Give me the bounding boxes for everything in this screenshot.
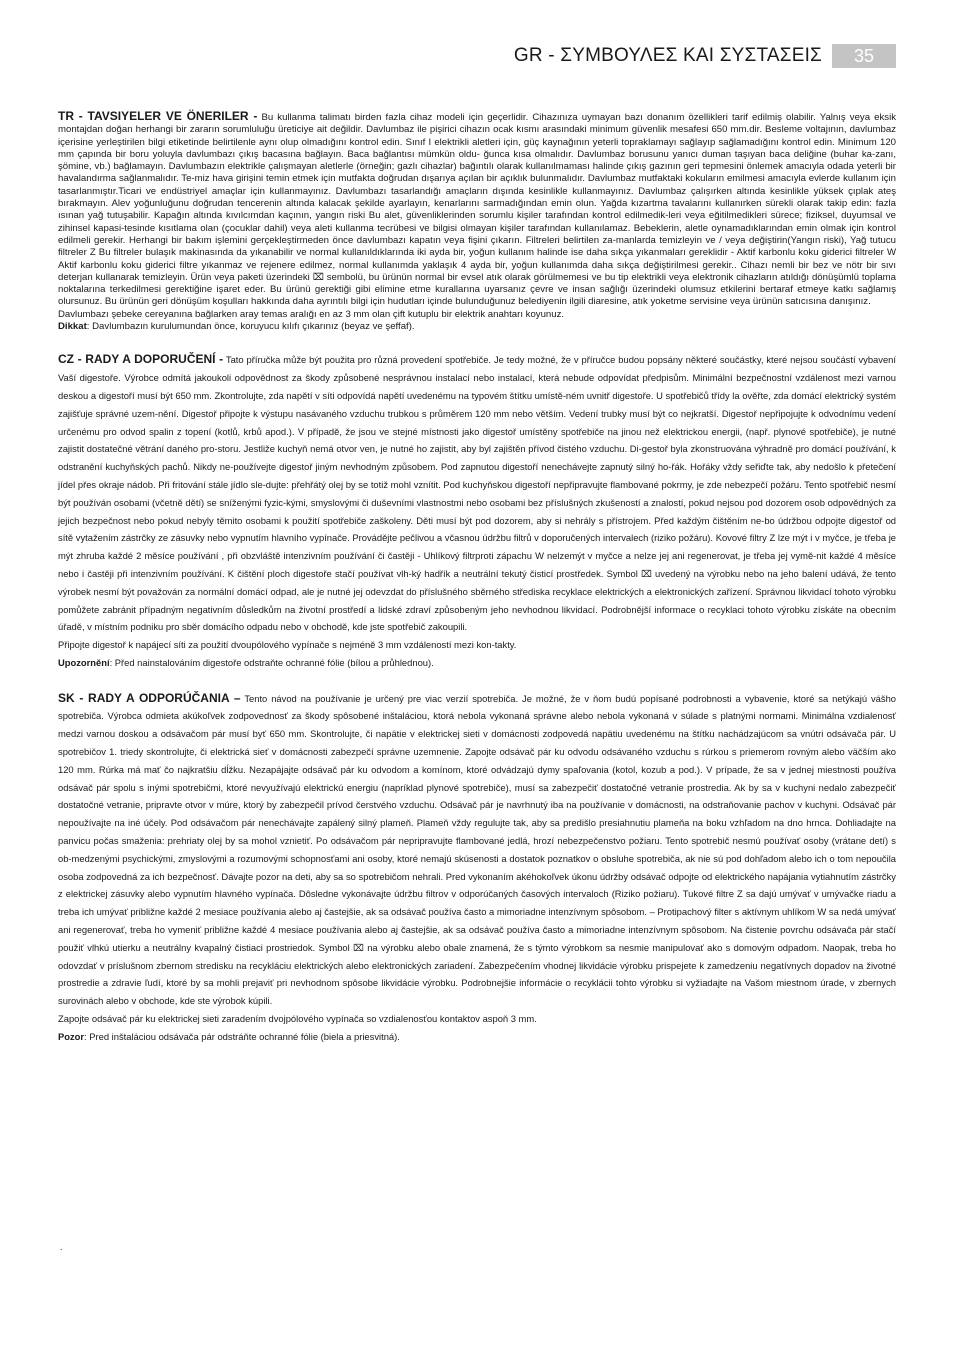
tr-warning-label: Dikkat (58, 321, 87, 333)
tr-warning-text: : Davlumbazın kurulumundan önce, koruyucu kılıfı çıkarınız (beyaz ve şeffaf). (86, 321, 415, 333)
cz-warning (58, 654, 896, 672)
document-body (58, 110, 896, 1046)
tr-paragraph (58, 110, 896, 309)
sk-heading: SK - RADY A ODPORÚČANIA – (58, 690, 241, 705)
trailing-mark: . (60, 1242, 63, 1252)
sk-warning (58, 1028, 896, 1046)
cz-warning-label: Upozornění (58, 656, 110, 668)
tr-body: Bu kullanma talimatı birden fazla cihaz modeli için geçerlidir. Cihazınıza uymayan bazı donanım özellikleri tarif edilmiş olabilir. Yalnış veya eksik montajdan doğan herhangi bir zararın sorumluluğu üreticiye ait değildir. Davlumbaz ile pişirici cihazın ocak kısmı arasındaki minimum güvenlik mesafesi 650 mm.dir. Besleme voltajının, davlumbaz içerisine yerleştirilen bilgi etiketinde belirtilenle aynı olup olmadığını kontrol edin. Sınıf I elektrikli aletleri için, güç kaynağının yeterli topraklamayı sağlayıp sağlamadığını kontrol edin. Minimum 120 mm çapında bir boru yoluyla davlumbazı çıkış bacasına bağlayın. Baca bağlantısı mümkün oldu- ğunca kısa olmalıdır. Davlumbaz borusunu yanıcı duman taşıyan baca deliğine (buhar ka-zanı, şömine, vb.) bağlamayın. Davlumbazın elektrikle çalışmayan aletlerle (örneğin; gazlı cihazlar) bağıntılı olarak kullanılmaması halinde çıkış gazının geri tepmesini önlemek amacıyla odada yeterli bir havalandırma sağlanmalıdır. Te-miz hava girişini temin etmek için mutfakta doğrudan dışarıya açılan bir açıklık bulunmalıdır. Davlumbaz mutfaktaki kokuların emilmesi amacıyla evlerde kullanım için tasarlanmıştır.Ticari ve endüstriyel amaçlar için kullanmayınız. Davlumbazı tasarlandığı amaçların dışında kesinlikle kullanmayınız. Davlumbaz çalışırken altında kesinlikle yüksek çıplak ateş bırakmayın. Alev yoğunluğunu doğrudan tencerenin altında kalacak şekilde ayarlayın, kenarlarını sarmadığından emin olun. Yağda kızartma tavalarını kullanırken sürekli olarak takip edin: fazla ısınan yağ tutuşabilir. Kapağın altında kıvılcımdan kaçının, yangın riski Bu alet, güvenliklerinden sorumlu kişiler tarafından kontrol edilmedik-leri veya eğitilmedikleri sürece; fiziksel, duyumsal ve zihinsel kapasi-tesinde kısıtlama olan (çocuklar dahil) veya aleti kullanma tecrübesi ve bilgisi olmayan kişiler tarafından kullanılamaz. Bebeklerin, aletle oynamadıklarından emin olmak için kontrol edilmeli gerekir. Herhangi bir bakım işlemini gerçekleştirmeden önce davlumbazı kapatın veya fişini çıkarın. Filtreleri belirtilen za-manlarda temizleyin ve / veya değiştirin(Yangın riski), Yağ tutucu filtreler Z Bu filtreler bulaşık makinasında da yıkanabilir ve normal kullanıldıklarında iki ayda bir, yoğun kullanım halinde ise daha sıkça yıkanmaları gereklidir - Aktif karbonlu koku giderici filtreler W Aktif karbonlu koku giderici filtre yıkanmaz ve rejenere edilmez, normal kullanımda yaklaşık 4 ayda bir, yoğun kullanımda daha sıkça değiştirilmesi gerekir.. Cihazı nemli bir bez ve nötr bir sıvı deterjan kullanarak temizleyin. Ürün veya paketi üzerindeki ⌧ sembolü, bu ürünün normal bir evsel atık olarak görülmemesi ve bu tip elektrikli veya elektronik cihazların atıldığı dönüşümlü toplama noktalarına terkedilmesi gerektiğine işaret eder. Bu ürünü gerektiği gibi elimine etme kurallarına uyarsanız çevre ve insan sağlığı üzerindeki olumsuz etkilerini bertaraf etmeye katkı sağlamış olursunuz. Bu ürünün geri dönüşüm koşulları hakkında daha ayrıntılı bilgi için hudutları içinde bulunduğunuz belediyenin ilgili diaresine, atık yoketme servisine veya ürünün satıcısına danışınız. (58, 112, 897, 308)
tr-power-note: Davlumbazı şebeke cereyanına bağlarken aray temas aralığı en az 3 mm olan çift kutuplu bir elektrik anahtarı koyunuz. (58, 308, 565, 320)
page-number: 35 (832, 44, 896, 68)
section-cz (58, 351, 896, 671)
tr-heading: TR - TAVSIYELER VE ÖNERILER - (58, 109, 258, 123)
cz-body: Tato příručka může být použita pro různá provedení spotřebiče. Je tedy možné, že v příručce budou popsány některé součástky, které nejsou součástí vybavení Vaší digestoře. Výrobce odmítá jakoukoli odpovědnost za škody způsobené nesprávnou instalací nebo instalací, která nebude odpovídat předpisům. Minimální bezpečnostní vzdálenost mezi varnou deskou a digestoří musí být 650 mm. Zkontrolujte, zda napětí v síti odpovídá napětí uvedenému na typovém štítku umístě-ném uvnitř digestoře. U spotřebičů třídy la ověřte, zda domácí elektrický systém zajišťuje správné uzem-nění. Digestoř připojte k výstupu nasávaného vzduchu trubkou s průměrem 120 mm nebo větším. Vedení trubky musí být co nejkratší. Digestoř nepřipojujte k odvodnímu vedení určenému pro odvod spalin z topení (kotlů, krbů apod.). V případě, že jsou ve stejné místnosti jako digestoř umístěny spotřebiče na jinou než elektrickou energii, (např. plynové spotřebiče), je nutné zajistit dostatečné větrání daného pro-storu. Jestliže kuchyň nemá otvor ven, je nutné ho zajistit, aby byl zajištěn přívod čistého vzduchu. Di-gestoř byla zkonstruována výhradně pro domácí používání, k odstranění kuchyňských pachů. Nikdy ne-používejte digestoř jiným nevhodným způsobem. Pod zapnutou digestoří nenechávejte zapnutý silný ho-řák. Hořáky vždy seřiďte tak, aby nedošlo k přetečení jídel přes okraje nádob. Při fritování stále jídlo sle-dujte: přehřátý olej by se totiž mohl vznítit. Pod kuchyňskou digestoří nepřipravujte flambované pokrmy, je zde nebezpečí požáru. Tento spotřebič nesmí být používán osobami (včetně dětí) se sníženými fyzic-kými, smyslovými či duševními vlastnostmi nebo osobami bez příslušných zkušeností a znalostí, pokud nejsou pod dozorem osob odpovědných za jejich bezpečnost nebo pokud nebyly těmito osobami k použití spotřebiče zaškoleny. Děti musí být pod dozorem, aby si nehrály s přístrojem. Před každým čištěním ne-bo údržbou odpojte digestoř od sítě vytažením zástrčky ze zásuvky nebo vypnutím hlavního vypínače. Provádějte pečlivou a včasnou údržbu filtrů v doporučených intervalech (riziko požáru). Kovové filtry Z lze mýt i v myčce, je třeba je mýt zhruba každé 2 měsíce používání , při obzvláště intenzivním používání či častěji - Uhlíkový filtrproti zápachu W nelzemýt v myčce a nelze jej ani regenerovat, je třeba jej vymě-nit každé 4 měsíce nebo i častěji při intenzivním používání. K čištění ploch digestoře stačí používat vlh-ký hadřík a neutrální tekutý čisticí prostředek. Symbol ⌧ uvedený na výrobku nebo na jeho balení udává, že tento výrobek nesmí být považován za normální domácí odpad, ale je nutné jej odevzdat do příslušného sběrného střediska recyklace elektrických a elektronických zařízení. Správnou likvidací tohoto výrobku pomůžete zabránit případným negativním důsledkům na životní prostředí a lidské zdraví způsobeným jeho nevhodnou likvidací. Podrobnější informace o recyklaci tohoto výrobku získáte na obecním úřadě, v místním podniku pro sběr domácího odpadu nebo v obchodě, kde jste spotřebič zakoupili. (58, 354, 896, 633)
sk-body: Tento návod na používanie je určený pre viac verzií spotrebiča. Je možné, že v ňom budú popísané podrobnosti a vybavenie, ktoré sa netýkajú vášho spotrebiča. Výrobca odmieta akúkoľvek zodpovednosť za škody spôsobené inštaláciou, ktorá nebola vykonaná správne alebo nebola vykonaná v súlade s platnými normami. Minimálna vzdialenosť medzi varnou doskou a odsávačom pár musí byť 650 mm. Skontrolujte, či napätie v elektrickej sieti v domácnosti zodpovedá napätiu uvedenému na štítku nachádzajúcom sa vnútri odsávača pár. U spotrebičov 1. triedy skontrolujte, či elektrická sieť v domácnosti zabezpečí správne uzemnenie. Zapojte odsávač pár ku odvodu odsávaného vzduchu s rúrkou s priemerom rovným alebo väčším ako 120 mm. Rúrka má mať čo najkratšiu dĺžku. Nezapájajte odsávač pár ku odvodom a komínom, ktoré odvádzajú dymy spaľovania (kotol, kozub a pod.). V prípade, že sa v jednej miestnosti používa odsávač pár spolu s inými spotrebičmi, ktoré nevyužívajú elektrickú energiu (napríklad plynové spotrebiče), musí sa zabezpečiť dostatočné vetranie prostredia. Ak by sa v kuchyni nedalo zabezpečiť dostatočné vetranie, pripravte otvor v múre, ktorý by zabezpečil prívod čerstvého vzduchu. Odsávač pár je navrhnutý iba na používanie v domácnosti, na odstraňovanie pachov v kuchyni. Odsávač pár nepoužívajte na iné účely. Pod odsávačom pár nenechávajte zapálený silný plameň. Plameň vždy regulujte tak, aby sa predišlo presiahnutiu plameňa na boku vzhľadom na dno hrnca. Dohliadajte na panvicu počas smaženia: prehriaty olej by sa mohol vznietiť. Po odsávačom pár nepripravujte flambované jedlá, hrozí nebezpečenstvo požiaru. Tento spotrebič nesmú používať osoby (vrátane detí) s ob-medzenými psychickými, zmyslovými a rozumovými schopnosťami ani osoby, ktoré nemajú skúsenosti a dostatok poznatkov o obsluhe spotrebiča, ak nie sú pod dohľadom alebo ich o tom nepoučila osoba zodpovedná za ich bezpečnosť. Dávajte pozor na deti, aby sa so spotrebičom nehrali. Pred vykonaním akéhokoľvek úkonu údržby odsávač odpojte od elektrického napájania vytiahnutím zástrčky z elektrickej zásuvky alebo vypnutím hlavného vypínača. Dôsledne vykonávajte údržbu filtrov v odporúčaných časových intervaloch (Riziko požiaru). Tukové filtre Z sa dajú umývať v umývačke riadu a treba ich umývať približne každé 2 mesiace používania alebo aj častejšie, ak sa odsávač používa často a mimoriadne intenzívnym spôsobom. – Protipachový filter s aktívnym uhlíkom W sa nedá umývať ani regenerovať, treba ho vymeniť približne každé 4 mesiace používania alebo aj častejšie, ak sa odsávač používa často a mimoriadne intenzívnym spôsobom. Na čistenie povrchu odsávača pár stačí použiť vlhkú utierku a neutrálny kvapalný čistiaci prostriedok. Symbol ⌧ na výrobku alebo obale znamená, že s týmto výrobkom sa nesmie manipulovať ako s domovým odpadom. Naopak, treba ho odovzdať v príslušnom zbernom stredisku na recykláciu elektrických alebo elektronických zariadení. Zabezpečením vhodnej likvidácie výrobku prispejete k zamedzeniu negatívnych dopadov na životné prostredie a zdravie ľudí, ktoré by sa mohli prejaviť pri nevhodnom spôsobe likvidácie výrobku. Podrobnejšie informácie o recyklácii tohto výrobku si vyžiadajte na Vašom miestnom úrade, v zbernych surovinách alebo v obchode, kde ste výrobok kúpili. (58, 692, 897, 1007)
sk-warning-text: : Pred inštaláciou odsávača pár odstráňte ochranné fólie (biela a priesvitná). (84, 1030, 400, 1042)
section-sk (58, 690, 896, 1046)
tr-warning (58, 321, 896, 333)
cz-heading: CZ - RADY A DOPORUČENÍ - (58, 352, 224, 367)
sk-power-note: Zapojte odsávač pár ku elektrickej sieti zaradením dvojpólového vypínača so vzdialenosťou kontaktov aspoň 3 mm. (58, 1013, 537, 1025)
header-title: GR - ΣΥΜΒΟΥΛΕΣ ΚΑΙ ΣΥΣΤΑΣΕΙΣ (513, 45, 822, 66)
sk-warning-label: Pozor (58, 1030, 85, 1042)
page-header (514, 44, 896, 68)
cz-paragraph (58, 351, 896, 636)
cz-power-note: Připojte digestoř k napájecí síti za použití dvoupólového vypínače s nejméně 3 mm vzdáleností mezi kon-takty. (58, 639, 517, 651)
cz-warning-text: : Před nainstalováním digestoře odstraňte ochranné fólie (bílou a průhlednou). (109, 656, 434, 668)
section-tr (58, 110, 896, 333)
sk-paragraph (58, 690, 896, 1010)
